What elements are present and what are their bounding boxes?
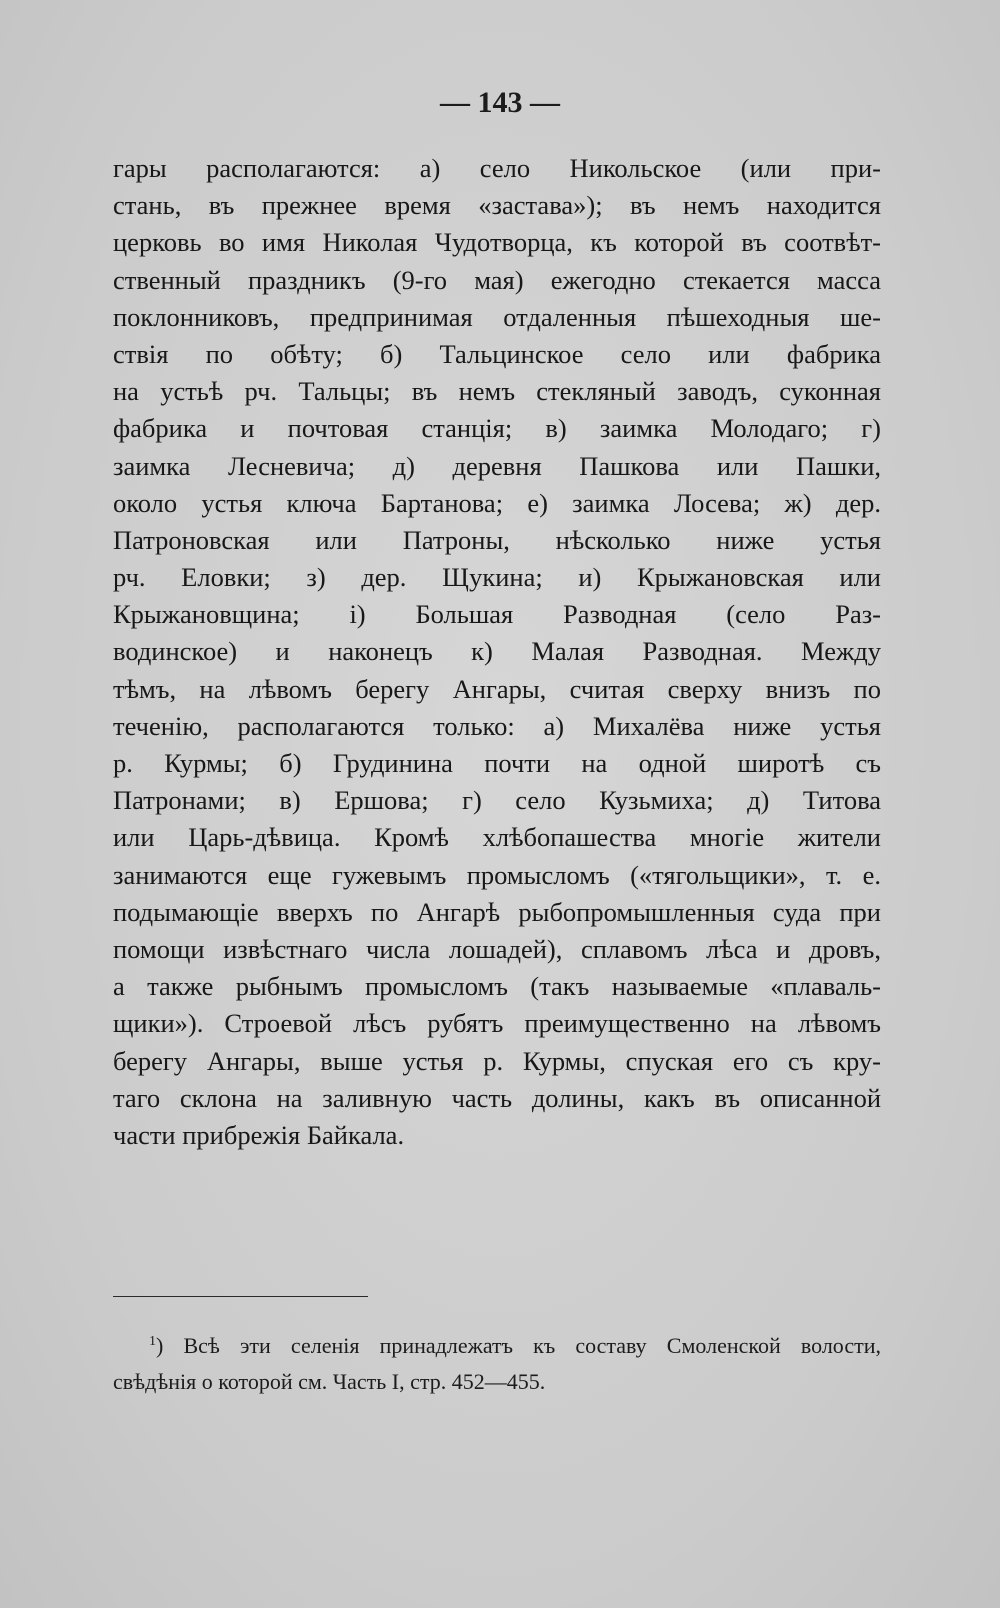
text-line: тѣмъ, на лѣвомъ берегу Ангары, считая сверху внизъ по — [113, 673, 881, 704]
text-line-last: части прибрежія Байкала. — [113, 1119, 405, 1150]
footnote-line — [113, 1328, 881, 1364]
footnote-line: свѣдѣнія о которой см. Часть I, стр. 452—455. — [113, 1369, 546, 1394]
text-line: фабрика и почтовая станція; в) заимка Молодаго; г) — [113, 413, 881, 444]
text-line: около устья ключа Бартанова; е) заимка Лосева; ж) дер. — [113, 487, 881, 518]
text-line: или Царь-дѣвица. Кромѣ хлѣбопашества многіе жители — [113, 822, 881, 853]
page-number: — 143 — — [440, 86, 560, 119]
text-line: помощи извѣстнаго числа лошадей), сплавомъ лѣса и дровъ, — [113, 933, 881, 964]
text-line: р. Курмы; б) Грудинина почти на одной широтѣ съ — [113, 748, 881, 778]
text-line: таго склона на заливную часть долины, какъ въ описанной — [113, 1082, 881, 1113]
text-line: церковь во имя Николая Чудотворца, къ которой въ соотвѣт- — [113, 227, 881, 258]
text-line: Патроновская или Патроны, нѣсколько ниже устья — [113, 524, 881, 555]
text-line: водинское) и наконецъ к) Малая Разводная. Между — [113, 636, 881, 667]
text-line: рч. Еловки; з) дер. Щукина; и) Крыжановская или — [113, 562, 881, 593]
text-line: занимаются еще гужевымъ промысломъ («тягольщики», т. е. — [113, 859, 881, 890]
text-line: гары располагаются: а) село Никольское (или при- — [113, 153, 881, 183]
text-line: теченію, располагаются только: а) Михалёва ниже устья — [113, 710, 881, 741]
footnote-text: ) Всѣ эти селенія принадлежатъ къ составу Смоленской волости, — [156, 1333, 881, 1358]
body-text — [113, 150, 881, 1154]
text-line: Крыжановщина; і) Большая Разводная (село Раз- — [113, 599, 881, 630]
footnote — [113, 1328, 881, 1400]
text-line: берегу Ангары, выше устья р. Курмы, спуская его съ кру- — [113, 1045, 881, 1076]
text-line: ствія по обѣту; б) Тальцинское село или фабрика — [113, 338, 881, 369]
text-line: а также рыбнымъ промысломъ (такъ называемые «плаваль- — [113, 971, 881, 1002]
text-line: Патронами; в) Ершова; г) село Кузьмиха; д) Титова — [113, 785, 881, 816]
footnote-marker: 1 — [149, 1334, 156, 1349]
text-line: стань, въ прежнее время «застава»); въ немъ находится — [113, 190, 881, 221]
text-line: заимка Лесневича; д) деревня Пашкова или Пашки, — [113, 450, 881, 481]
text-line: на устьѣ рч. Тальцы; въ немъ стекляный заводъ, суконная — [113, 376, 881, 407]
footnote-divider — [113, 1296, 368, 1297]
text-line: подымающіе вверхъ по Ангарѣ рыбопромышленныя суда при — [113, 896, 881, 927]
text-line: ственный праздникъ (9-го мая) ежегодно стекается масса — [113, 264, 881, 295]
text-line: поклонниковъ, предпринимая отдаленныя пѣшеходныя ше- — [113, 301, 881, 332]
text-line: щики»). Строевой лѣсъ рубятъ преимущественно на лѣвомъ — [113, 1008, 881, 1039]
